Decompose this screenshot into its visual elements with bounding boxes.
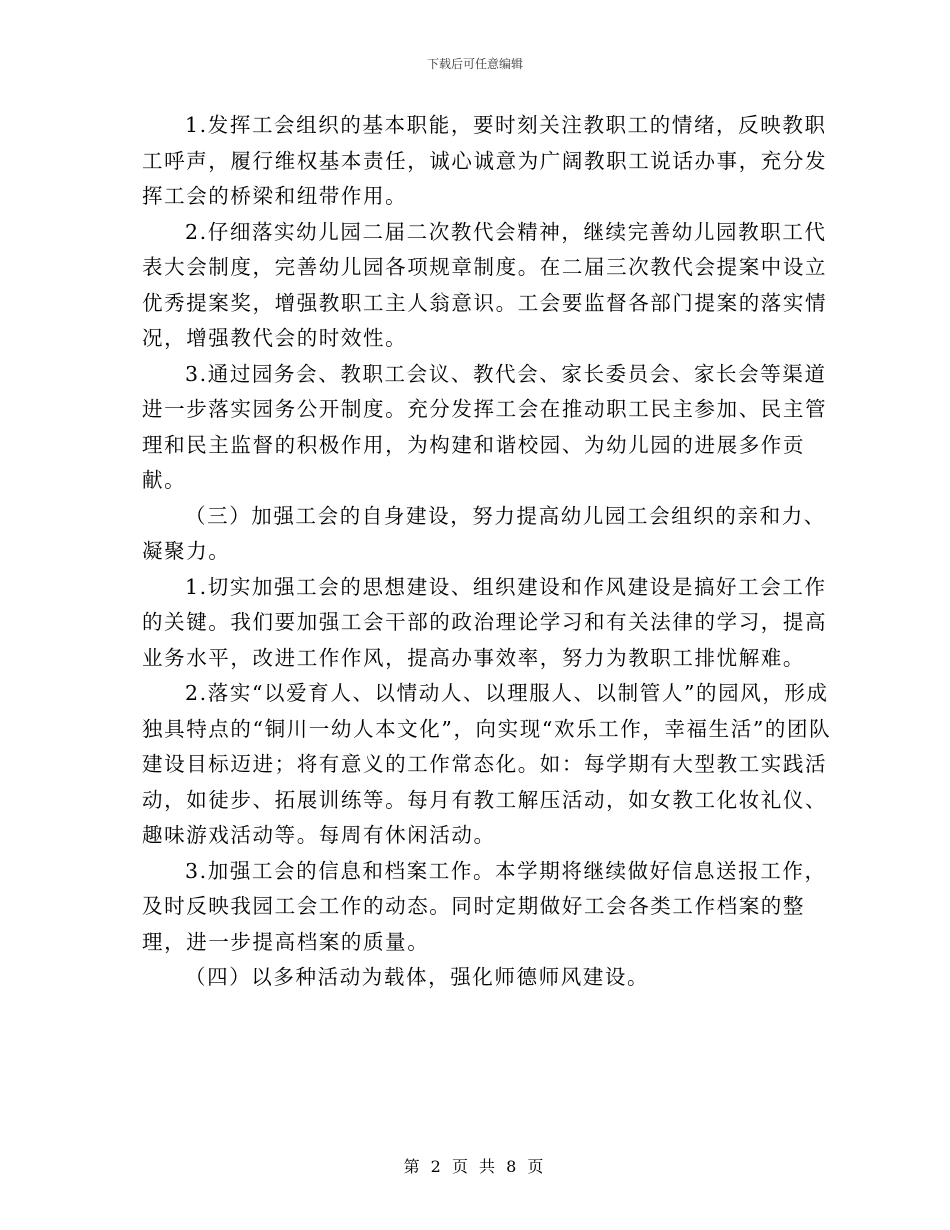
- page-header-note: 下载后可任意编辑: [426, 57, 523, 71]
- paragraph-1-3: 3.通过园务会、教职工会议、教代会、家长委员会、家长会等渠道进一步落实园务公开制度。充分发挥工会在推动职工民主参加、民主管理和民主监督的积极作用，为构建和谐校园、为幼儿园的进展多作贡献。: [142, 361, 828, 492]
- document-body: [142, 108, 832, 996]
- paragraph-1-2: 2.仔细落实幼儿园二届二次教代会精神，继续完善幼儿园教职工代表大会制度，完善幼儿园各项规章制度。在二届三次教代会提案中设立优秀提案奖，增强教职工主人翁意识。工会要监督各部门提案的落实情况，增强教代会的时效性。: [142, 219, 828, 350]
- paragraph-3-2: 2.落实“以爱育人、以情动人、以理服人、以制管人”的园风，形成独具特点的“铜川一幼人本文化”，向实现“欢乐工作，幸福生活”的团队建设目标迈进；将有意义的工作常态化。如：每学期有大型教工实践活动，如徒步、拓展训练等。每月有教工解压活动，如女教工化妆礼仪、趣味游戏活动等。每周有休闲活动。: [142, 681, 832, 847]
- section-heading-3: （三）加强工会的自身建设，努力提高幼儿园工会组织的亲和力、凝聚力。: [142, 503, 826, 563]
- paragraph-1-1: 1.发挥工会组织的基本职能，要时刻关注教职工的情绪，反映教职工呼声，履行维权基本责任，诚心诚意为广阔教职工说话办事，充分发挥工会的桥梁和纽带作用。: [142, 113, 828, 208]
- page-number: 第 2 页 共 8 页: [403, 1157, 547, 1176]
- section-heading-4: （四）以多种活动为载体，强化师德师风建设。: [185, 965, 650, 989]
- paragraph-3-3: 3.加强工会的信息和档案工作。本学期将继续做好信息送报工作，及时反映我园工会工作的动态。同时定期做好工会各类工作档案的整理，进一步提高档案的质量。: [142, 858, 827, 954]
- paragraph-3-1: 1.切实加强工会的思想建设、组织建设和作风建设是搞好工会工作的关键。我们要加强工会干部的政治理论学习和有关法律的学习，提高业务水平，改进工作作风，提高办事效率，努力为教职工排忧解难。: [142, 574, 828, 670]
